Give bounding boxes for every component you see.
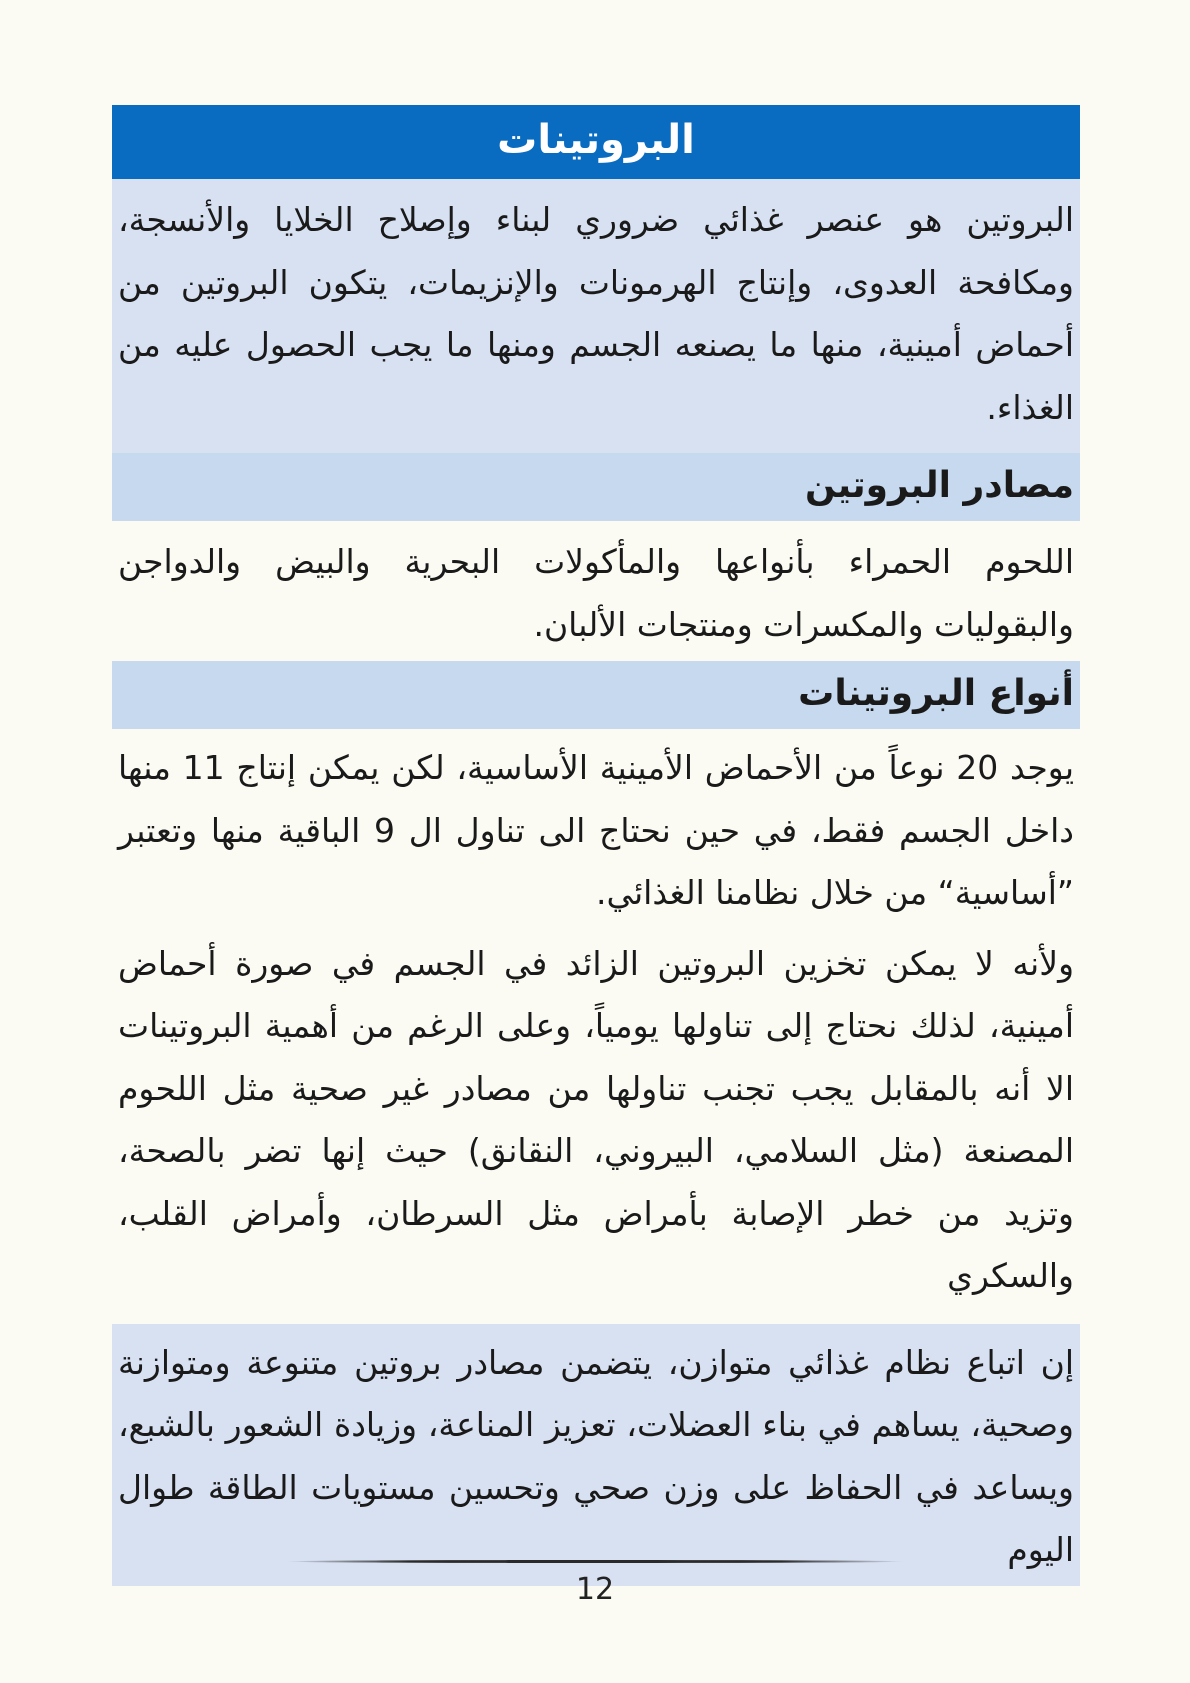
intro-box	[112, 179, 1080, 453]
types-heading: أنواع البروتينات	[112, 661, 1080, 729]
page-number: 12	[575, 1572, 615, 1607]
page-title: البروتينات	[112, 105, 1080, 179]
intro-paragraph: البروتين هو عنصر غذائي ضروري لبناء وإصلاح الخلايا والأنسجة، ومكافحة العدوى، وإنتاج الهرمونات والإنزيمات، يتكون البروتين من أحماض أمينية، منها ما يصنعه الجسم ومنها ما يجب الحصول عليه من الغذاء.	[118, 200, 1074, 427]
summary-box	[112, 1324, 1080, 1586]
page-content	[112, 105, 1080, 1586]
types-box	[112, 729, 1080, 1308]
sources-paragraph: اللحوم الحمراء بأنواعها والمأكولات البحرية والبيض والدواجن والبقوليات والمكسرات ومنتجات الألبان.	[118, 542, 1074, 644]
types-paragraph-2: ولأنه لا يمكن تخزين البروتين الزائد في الجسم في صورة أحماض أمينية، لذلك نحتاج إلى تناولها يومياً، وعلى الرغم من أهمية البروتينات الا أنه بالمقابل يجب تجنب تناولها من مصادر غير صحية مثل اللحوم المصنعة (مثل السلامي، البيروني، النقانق) حيث إنها تضر بالصحة، وتزيد من خطر الإصابة بأمراض مثل السرطان، وأمراض القلب، والسكري	[118, 943, 1074, 1295]
summary-paragraph: إن اتباع نظام غذائي متوازن، يتضمن مصادر بروتين متنوعة ومتوازنة وصحية، يساهم في بناء العضلات، تعزيز المناعة، وزيادة الشعور بالشبع، ويساعد في الحفاظ على وزن صحي وتحسين مستويات الطاقة طوال اليوم	[118, 1342, 1074, 1569]
sources-heading: مصادر البروتين	[112, 453, 1080, 521]
types-paragraph-1: يوجد 20 نوعاً من الأحماض الأمينية الأساسية، لكن يمكن إنتاج 11 منها داخل الجسم فقط، في حين نحتاج الى تناول ال 9 الباقية منها وتعتبر ”أساسية“ من خلال نظامنا الغذائي.	[118, 748, 1074, 912]
footer-divider	[285, 1560, 905, 1563]
sources-box	[112, 521, 1080, 653]
